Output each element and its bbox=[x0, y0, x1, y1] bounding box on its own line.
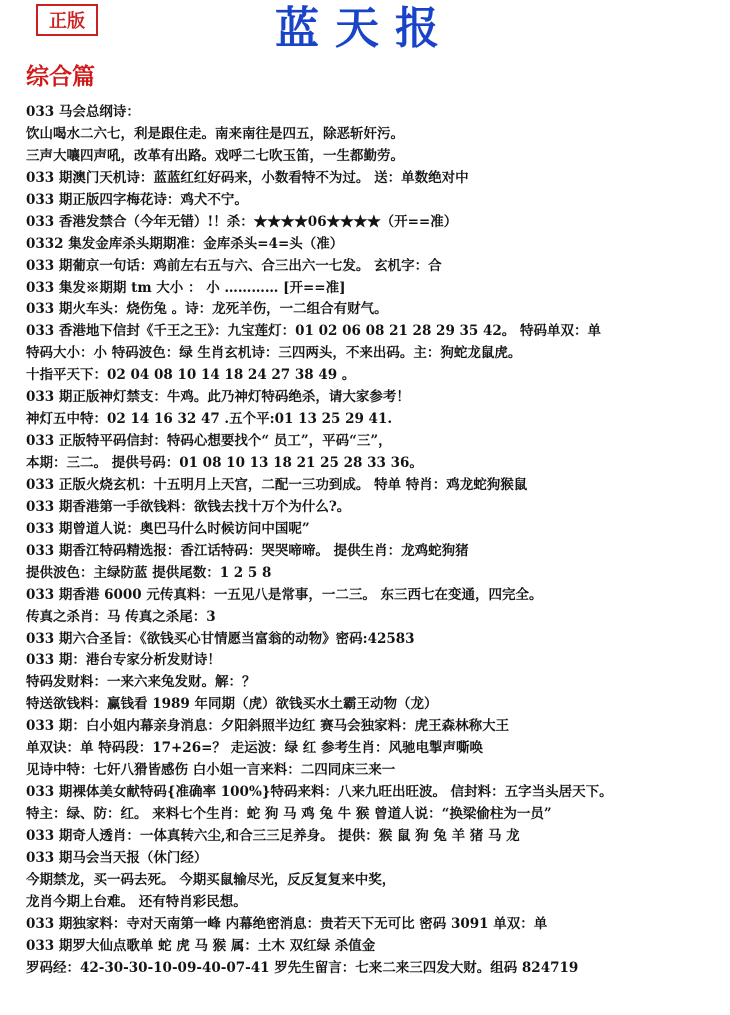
zhengban-stamp: 正版 bbox=[36, 4, 98, 36]
text-line: 罗码经：42-30-30-10-09-40-07-41 罗先生留言：七来二来三四发大财。组码 824719 bbox=[26, 959, 579, 976]
text-line: 0332 集发金库杀头期期准：金库杀头=4=头（准） bbox=[26, 235, 344, 252]
text-line: 传真之杀肖：马 传真之杀尾：3 bbox=[26, 608, 216, 625]
text-line: 饮山喝水二六七，利是跟住走。南来南往是四五，除恶斩奸污。 bbox=[26, 125, 404, 142]
text-line: 神灯五中特：02 14 16 32 47 .五个平:01 13 25 29 41. bbox=[26, 411, 393, 428]
text-line: 033 期马会当天报（休门经） bbox=[26, 849, 208, 866]
text-line: 033 期火车头：烧伤兔 。诗：龙死羊伤，一二组合有财气。 bbox=[26, 301, 388, 318]
text-line: 特码大小：小 特码波色：绿 生肖玄机诗：三四两头，不来出码。主：狗蛇龙鼠虎。 bbox=[26, 345, 522, 362]
text-line: 033 香港发禁合（今年无错）!！杀：★★★★06★★★★（开==准） bbox=[26, 213, 458, 230]
text-line: 033 期香港 6000 元传真料：一五见八是常事，一二三。 东三西七在变通，四完全。 bbox=[26, 586, 543, 603]
text-line: 033 马会总纲诗： bbox=[26, 104, 140, 120]
text-line: 特主：绿、防：红。 来料七个生肖：蛇 狗 马 鸡 兔 牛 猴 曾道人说：“换梁偷柱为一员” bbox=[26, 806, 552, 822]
text-line: 033 香港地下信封《千王之王》：九宝莲灯：01 02 06 08 21 28 29 35 42。 特码单双：单 bbox=[26, 323, 602, 340]
newspaper-title: 蓝天报 bbox=[275, 3, 455, 54]
article-body bbox=[26, 102, 726, 980]
text-line: 033 期奇人透肖：一体真转六尘,和合三三足养身。 提供：猴 鼠 狗 兔 羊 猪 马 龙 bbox=[26, 827, 520, 844]
text-line: 033 期曾道人说：奥巴马什么时候访问中国呢” bbox=[26, 520, 310, 537]
text-line: 033 期独家料：寺对天南第一峰 内幕绝密消息：贵若天下无可比 密码 3091 单双：单 bbox=[26, 915, 548, 932]
text-line: 今期禁龙，买一码去死。 今期买鼠输尽光，反反复复来中奖， bbox=[26, 871, 396, 888]
text-line: 033 期裸体美女献特码{准确率 100%}特码来料：八来九旺出旺波。 信封料：五字当头居天下。 bbox=[26, 784, 613, 801]
text-line: 033 期澳门天机诗：蓝蓝红红好码来，小数看特不为过。 送：单数绝对中 bbox=[26, 169, 469, 186]
text-line: 033 期正版神灯禁支：牛鸡。此乃神灯特码绝杀，请大家参考！ bbox=[26, 389, 410, 406]
text-line: 三声大嚷四声吼，改革有出路。戏呼二七吹玉笛，一生都勤劳。 bbox=[26, 147, 404, 164]
section-title: 综合篇 bbox=[26, 63, 95, 90]
text-line: 033 正版特平码信封：特码心想要找个“ 员工”，平码“三”， bbox=[26, 433, 392, 450]
text-line: 十指平天下：02 04 08 10 14 18 24 27 38 49 。 bbox=[26, 367, 356, 384]
text-line: 033 期：港台专家分析发财诗！ bbox=[26, 652, 221, 669]
text-line: 033 集发※期期 tm 大小 ： 小 ………… [开==准] bbox=[26, 279, 346, 296]
text-line: 见诗中特：七奸八猾皆感伤 白小姐一言来料：二四同床三来一 bbox=[26, 762, 396, 779]
text-line: 单双诀：单 特码段：17+26=？ 走运波：绿 红 参考生肖：风驰电掣声嘶唤 bbox=[26, 740, 483, 757]
text-line: 033 期：白小姐内幕亲身消息：夕阳斜照半边红 赛马会独家料：虎王森林称大王 bbox=[26, 718, 510, 735]
text-line: 033 期六合圣旨：《欲钱买心甘情愿当富翁的动物》密码:42583 bbox=[26, 630, 415, 647]
text-line: 033 期正版四字梅花诗：鸡犬不宁。 bbox=[26, 191, 248, 208]
text-line: 033 正版火烧玄机：十五明月上天宫，二配一三功到成。 特单 特肖：鸡龙蛇狗猴鼠 bbox=[26, 476, 528, 493]
text-line: 特送欲钱料：赢钱看 1989 年同期（虎）欲钱买水土霸王动物（龙） bbox=[26, 696, 438, 713]
text-line: 033 期香江特码精选报：香江话特码：哭哭啼啼。 提供生肖：龙鸡蛇狗猪 bbox=[26, 542, 469, 559]
text-line: 提供波色：主绿防蓝 提供尾数：1 2 5 8 bbox=[26, 564, 272, 581]
text-line: 033 期罗大仙点歌单 蛇 虎 马 猴 属：土木 双红绿 杀值金 bbox=[26, 937, 376, 954]
text-line: 特码发财料：一来六来兔发财。解：？ bbox=[26, 674, 256, 691]
text-line: 龙肖今期上台难。 还有特肖彩民想。 bbox=[26, 893, 247, 910]
text-line: 本期：三二。 提供号码：01 08 10 13 18 21 25 28 33 36。 bbox=[26, 455, 423, 471]
text-line: 033 期香港第一手欲钱料：欲钱去找十万个为什么?。 bbox=[26, 498, 351, 515]
text-line: 033 期葡京一句话：鸡前左右五与六、合三出六一七发。 玄机字：合 bbox=[26, 257, 442, 274]
